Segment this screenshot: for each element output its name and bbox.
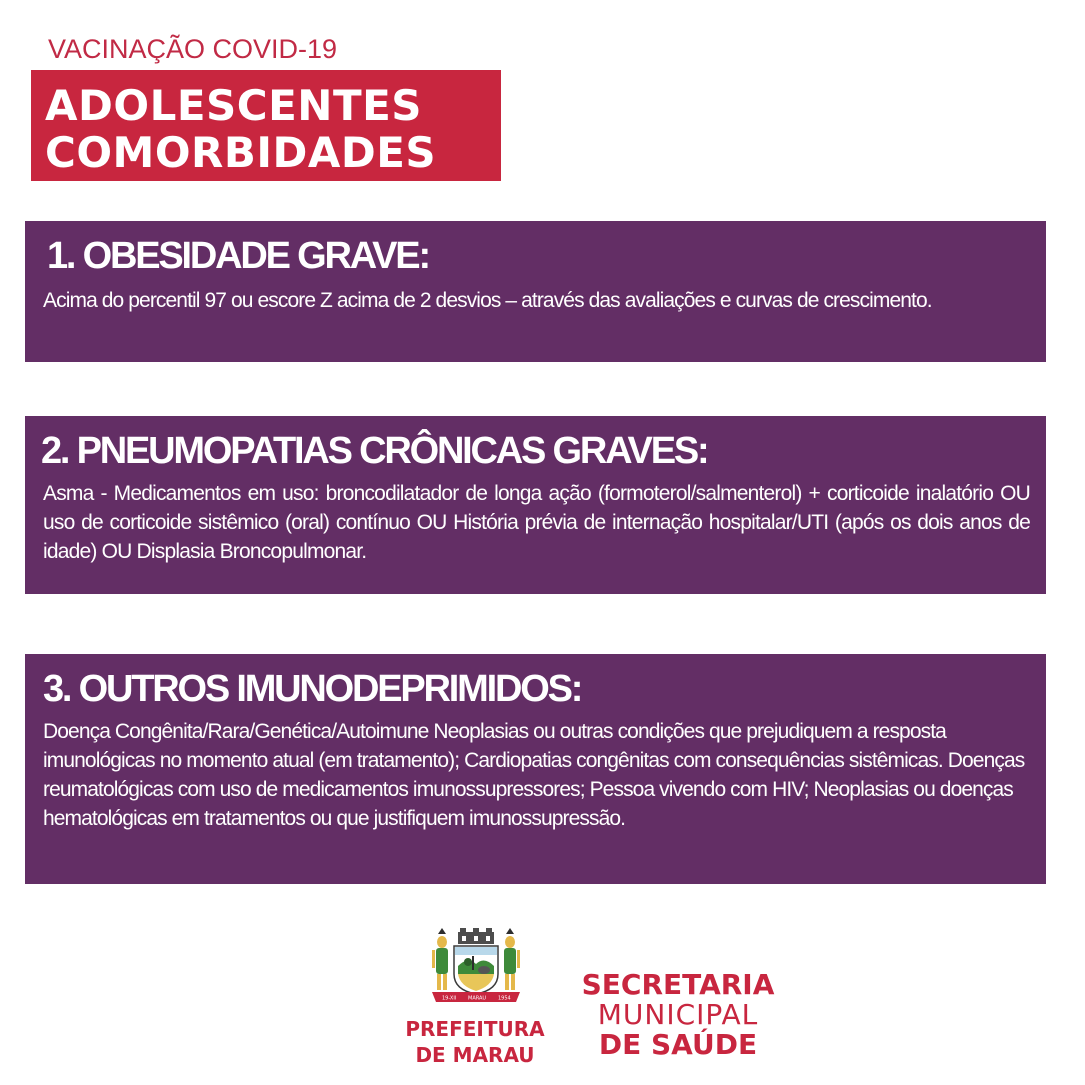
section-heading: 3. OUTROS IMUNODEPRIMIDOS: xyxy=(43,668,582,710)
section-card-pneumopathies xyxy=(25,416,1046,594)
left-figure-icon xyxy=(432,928,448,990)
secretaria-line-1: SECRETARIA xyxy=(581,968,775,1001)
section-body: Asma - Medicamentos em uso: broncodilatador de longa ação (formoterol/salmenterol) + corticoide inalatório OU uso de corticoide sistêmico (oral) contínuo OU História prévia de internação hospitalar/UTI (após os dois anos de idade) OU Displasia Broncopulmonar. xyxy=(43,482,1030,563)
shield-icon xyxy=(454,946,498,994)
secretaria-label xyxy=(572,970,784,1060)
crown-icon xyxy=(458,928,494,944)
ribbon-right-text: 1954 xyxy=(498,995,511,1002)
title-banner xyxy=(31,70,501,181)
prefeitura-label xyxy=(390,1016,560,1068)
ribbon-center-text: MARAU xyxy=(468,995,487,1002)
secretaria-line-3: DE SAÚDE xyxy=(598,1028,758,1061)
campaign-kicker: VACINAÇÃO COVID-19 xyxy=(48,34,338,64)
section-card-obesity xyxy=(25,221,1046,362)
ribbon-left-text: 19-XII xyxy=(442,995,457,1002)
section-body: Doença Congênita/Rara/Genética/Autoimune Neoplasias ou outras condições que prejudiquem a resposta imunológicas no momento atual (em tratamento); Cardiopatias congênitas com consequências sistêmicas. Doenças reumatológicas com uso de medicamentos imunossupressores; Pessoa vivendo com HIV; Neoplasias ou doenças hematológicas em tratamentos ou que justifiquem imunossupressão. xyxy=(43,720,1025,830)
secretaria-line-2: MUNICIPAL xyxy=(597,998,759,1031)
prefeitura-line-1: PREFEITURA xyxy=(405,1017,545,1041)
section-body: Acima do percentil 97 ou escore Z acima de 2 desvios – através das avaliações e curvas de crescimento. xyxy=(43,289,932,312)
coat-of-arms-icon xyxy=(428,928,524,1008)
section-heading: 1. OBESIDADE GRAVE: xyxy=(47,235,429,277)
section-heading: 2. PNEUMOPATIAS CRÔNICAS GRAVES: xyxy=(41,430,708,472)
prefeitura-line-2: DE MARAU xyxy=(415,1043,535,1067)
ribbon-icon xyxy=(432,992,520,1002)
right-figure-icon xyxy=(504,928,520,990)
section-card-immunodepressed xyxy=(25,654,1046,884)
title-line-1: ADOLESCENTES xyxy=(45,81,423,130)
title-line-2: COMORBIDADES xyxy=(45,128,437,177)
